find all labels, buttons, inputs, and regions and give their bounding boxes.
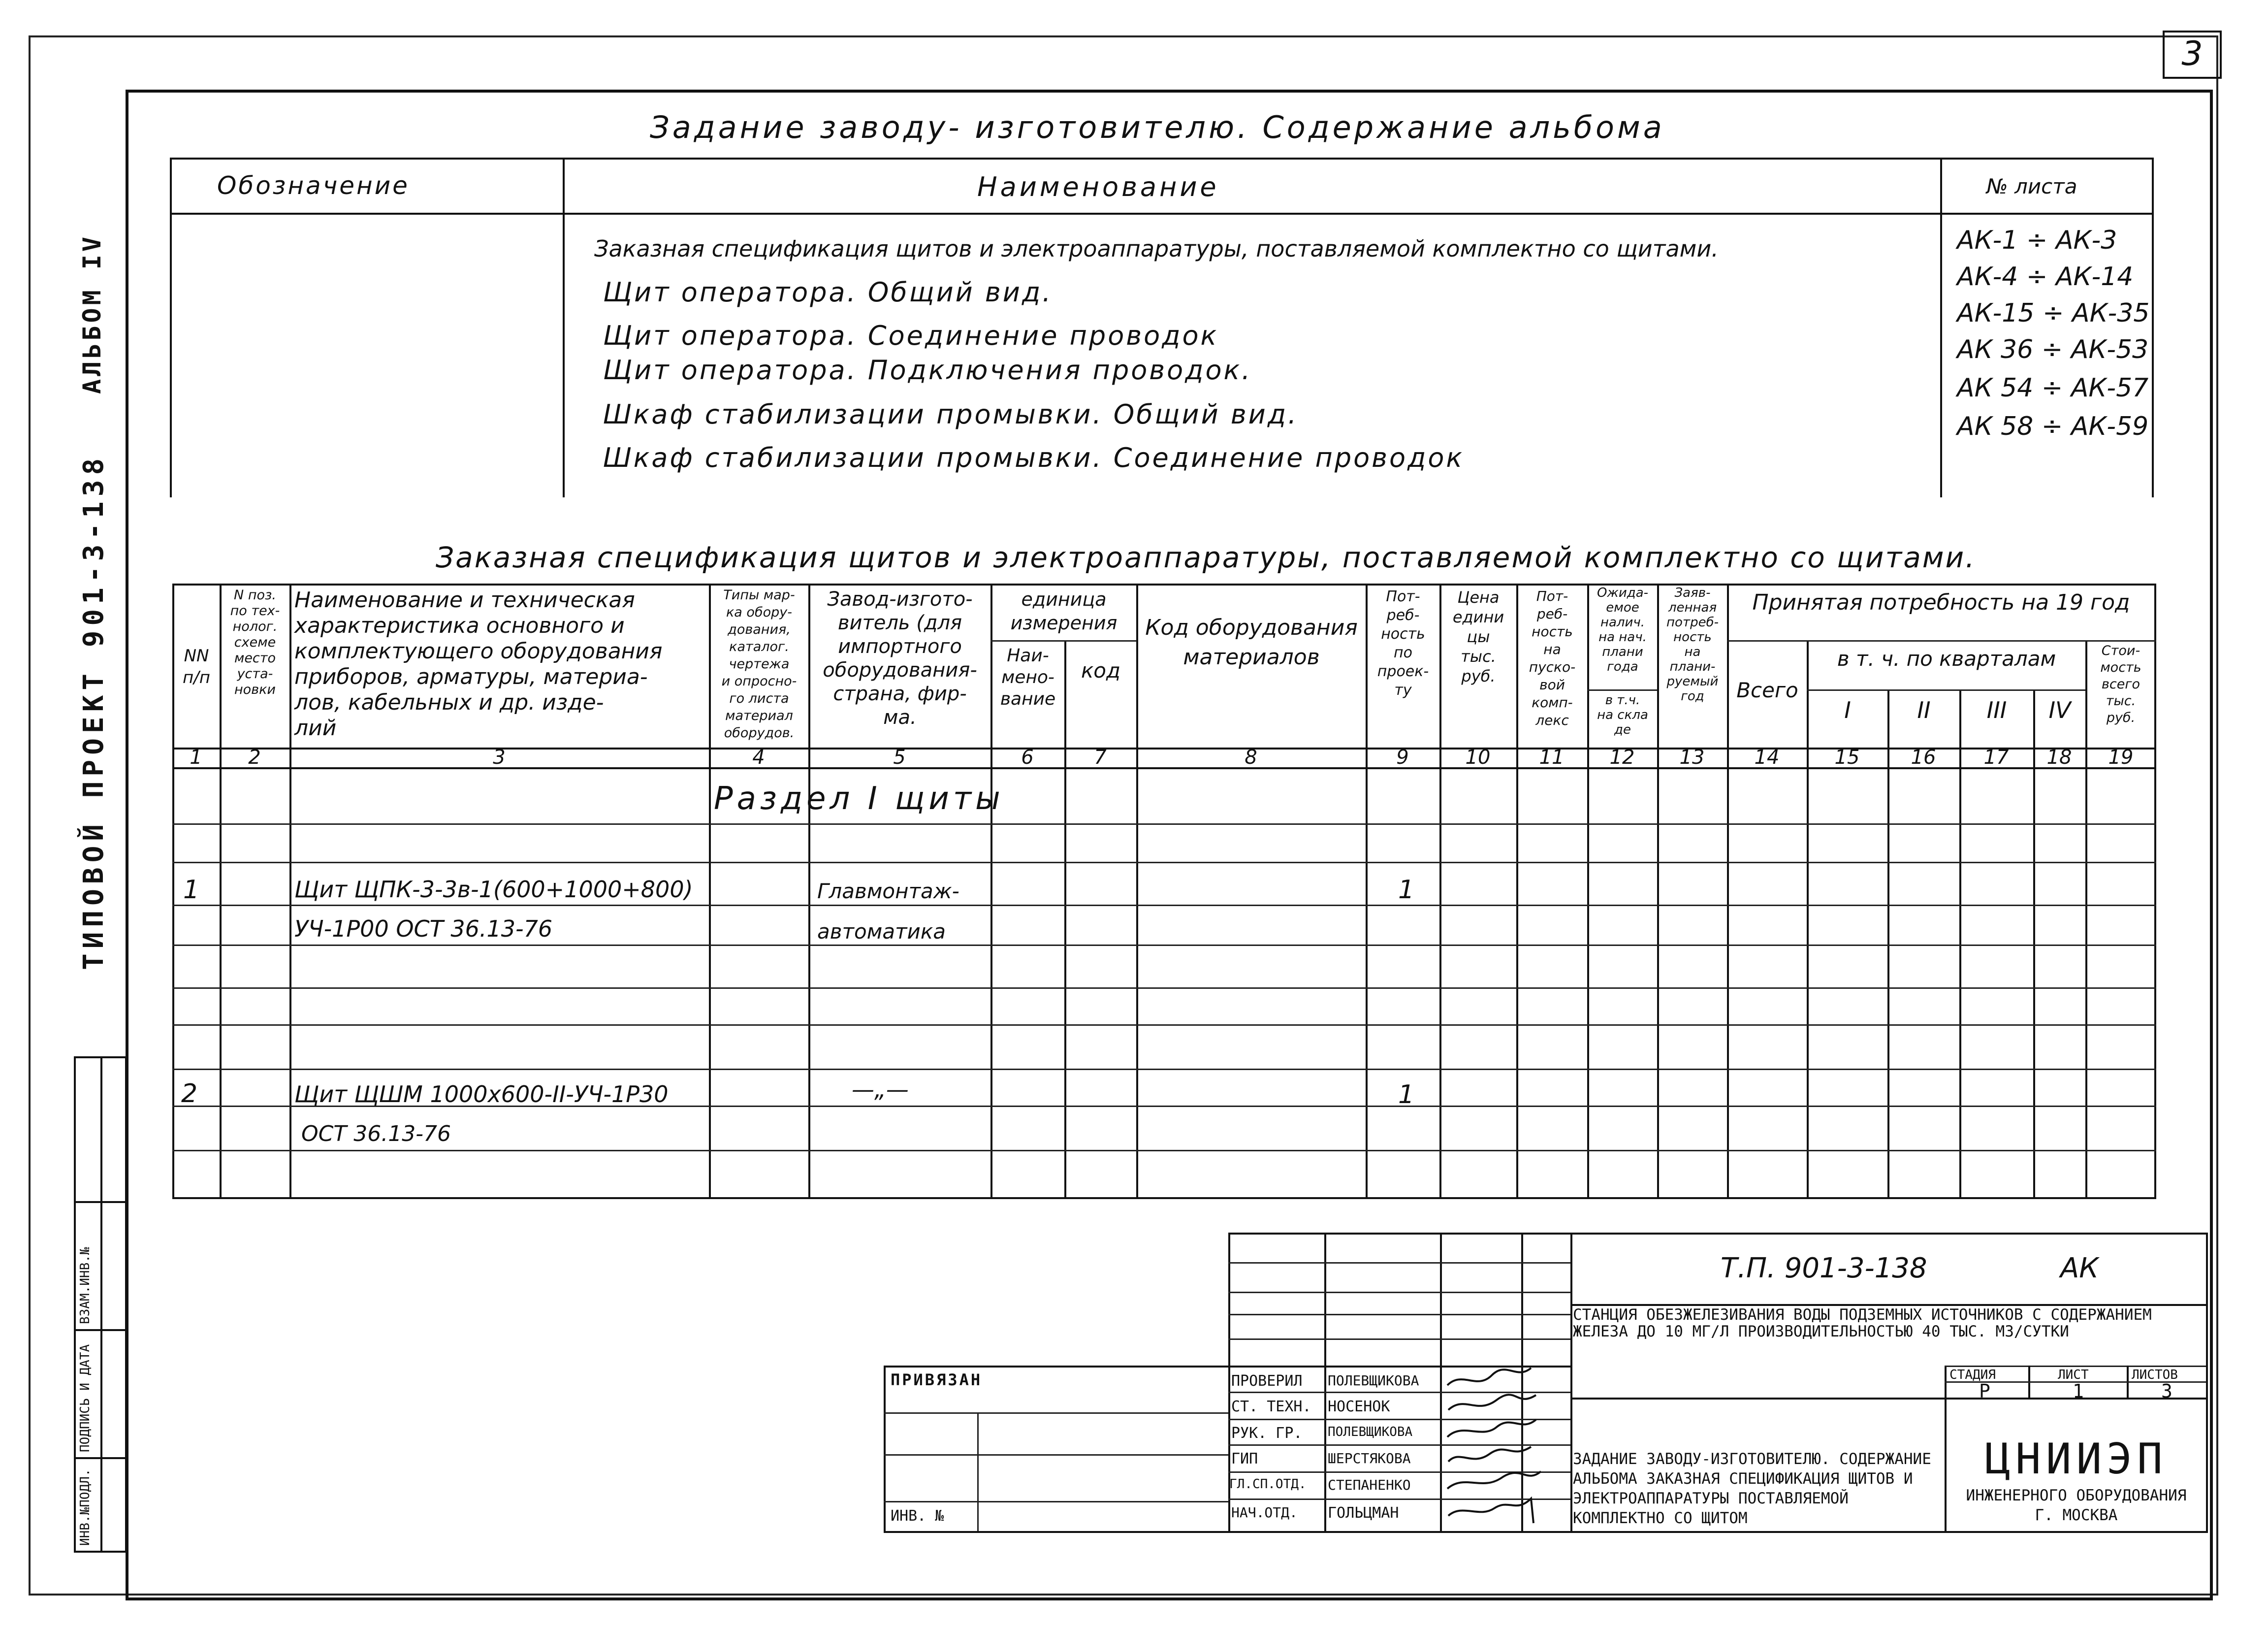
col-number: 10	[1465, 746, 1491, 769]
row-quantity: 1	[1398, 1080, 1415, 1109]
contents-header-designation: Обозначение	[217, 171, 410, 200]
spec-header-unit-code: код	[1081, 658, 1121, 683]
spec-header-maker: Завод-изгото- витель (для импортного оборудования- страна, фир- ма.	[823, 588, 977, 729]
col-number: 4	[752, 746, 765, 769]
spec-header-unit-name: Наи- мено- вание	[1000, 646, 1056, 709]
drawing-mark: АК	[2060, 1252, 2099, 1284]
col-number: 6	[1021, 746, 1034, 769]
contents-item-name: Щит оператора. Соединение проводок	[603, 320, 1219, 351]
contents-item-sheets: АК-15 ÷ АК-35	[1957, 298, 2150, 328]
side-col-replace: ВЗАМ.ИНВ.№	[78, 1247, 93, 1324]
contents-item-sheets: АК 36 ÷ АК-53	[1957, 335, 2149, 364]
contents-item-name: Щит оператора. Подключения проводок.	[603, 355, 1252, 386]
contents-item-sheets: АК-1 ÷ АК-3	[1957, 226, 2117, 255]
row-maker: Главмонтаж-	[817, 879, 959, 903]
album-stamp: АЛЬБОМ IV	[78, 234, 106, 394]
col-number: 13	[1679, 746, 1705, 769]
contents-title: Задание заводу- изготовителю. Содержание альбома	[650, 109, 1665, 145]
spec-title: Заказная спецификация щитов и электроаппаратуры, поставляемой комплектно со щитами.	[436, 541, 1976, 574]
organization-sub: ИНЖЕНЕРНОГО ОБОРУДОВАНИЯ	[1966, 1487, 2187, 1504]
sheet-value: 1	[2073, 1380, 2084, 1402]
spec-header-startup: Пот- реб- ность на пуско- вой комп- лекс	[1529, 588, 1576, 728]
sheet-number: 3	[2181, 34, 2203, 73]
col-number: 7	[1094, 746, 1107, 769]
side-strip	[74, 1056, 127, 1553]
spec-header-cost: Стои- мость всего тыс. руб.	[2100, 643, 2141, 725]
spec-table	[172, 584, 2156, 1199]
spec-header-type: Типы мар- ка обору- дования, каталог. чертежа и опросно- го листа материал оборудов.	[721, 587, 797, 741]
row-number: 2	[181, 1079, 198, 1108]
side-col-sign: ПОДПИСЬ И ДАТА	[78, 1344, 93, 1452]
col-number: 16	[1911, 746, 1936, 769]
role-label: ГЛ.СП.ОТД.	[1229, 1477, 1307, 1492]
organization-name: ЦНИИЭП	[1985, 1434, 2168, 1484]
inv-number-label: ИНВ. №	[891, 1507, 944, 1525]
col-number: 12	[1609, 746, 1635, 769]
title-block	[884, 1233, 2208, 1533]
row-number: 1	[183, 875, 200, 905]
person-name: ШЕРСТЯКОВА	[1328, 1450, 1411, 1466]
spec-header-claimed: Заяв- ленная потреб- ность на плани- руемый год	[1666, 586, 1719, 704]
spec-header-position: N поз. по тех- нолог. схеме место уста- новки	[230, 587, 280, 697]
row-description: ОСТ 36.13-76	[301, 1121, 451, 1146]
row-maker: —„—	[852, 1076, 909, 1103]
contents-table	[170, 158, 2154, 496]
contents-item-sheets: АК-4 ÷ АК-14	[1957, 262, 2134, 292]
spec-header-num: NN п/п	[183, 646, 210, 687]
contents-item-sheets: АК 54 ÷ АК-57	[1957, 373, 2149, 403]
spec-header-description: Наименование и техническая характеристика основного и комплектующего оборудования приборов, арматуры, материа- лов, кабельных и др. изде- лий	[294, 587, 663, 741]
spec-header-q3: III	[1986, 697, 2007, 723]
person-name: ПОЛЕВЩИКОВА	[1328, 1425, 1413, 1439]
col-number: 5	[893, 746, 906, 769]
organization-city: Г. МОСКВА	[2035, 1506, 2118, 1524]
spec-header-q2: II	[1917, 697, 1931, 723]
person-name: НОСЕНОК	[1328, 1398, 1390, 1415]
sheets-value: 3	[2161, 1380, 2172, 1402]
attached-label: ПРИВЯЗАН	[891, 1370, 983, 1389]
person-name: ГОЛЬЦМАН	[1328, 1504, 1399, 1522]
role-label: СТ. ТЕХН.	[1231, 1398, 1311, 1415]
person-name: ПОЛЕВЩИКОВА	[1328, 1372, 1419, 1389]
spec-header-price: Цена едини цы тыс. руб.	[1452, 588, 1504, 685]
sheet-label: ЛИСТ	[2058, 1368, 2089, 1382]
role-label: ПРОВЕРИЛ	[1231, 1372, 1303, 1390]
spec-header-need: Пот- реб- ность по проек- ту	[1377, 588, 1429, 699]
spec-header-material-code: Код оборудования материалов	[1145, 615, 1358, 670]
stage-label: СТАДИЯ	[1949, 1368, 1996, 1382]
contents-header-sheet: № листа	[1986, 174, 2077, 198]
role-label: НАЧ.ОТД.	[1231, 1504, 1298, 1521]
row-quantity: 1	[1398, 875, 1415, 905]
spec-header-expected: Ожида- емое налич. на нач. плани года	[1597, 586, 1649, 674]
contents-item-name: Щит оператора. Общий вид.	[603, 277, 1053, 308]
contents-item-name: Шкаф стабилизации промывки. Общий вид.	[603, 399, 1299, 430]
person-name: СТЕПАНЕНКО	[1328, 1477, 1411, 1493]
stage-value: Р	[1979, 1380, 1990, 1402]
row-maker: автоматика	[817, 919, 946, 944]
contents-header-name: Наименование	[977, 171, 1219, 202]
col-number: 15	[1834, 746, 1860, 769]
col-number: 3	[493, 746, 506, 769]
sheet-number-box	[2163, 31, 2222, 79]
col-number: 2	[248, 746, 261, 769]
spec-header-quarters: в т. ч. по кварталам	[1837, 647, 2056, 671]
spec-header-q4: IV	[2048, 697, 2071, 723]
project-stamp: ТИПОВОЙ ПРОЕКТ 901-3-138	[78, 453, 110, 970]
col-number: 8	[1245, 746, 1257, 769]
spec-header-stock: в т.ч. на скла де	[1597, 693, 1648, 737]
sheet-title: ЗАДАНИЕ ЗАВОДУ-ИЗГОТОВИТЕЛЮ. СОДЕРЖАНИЕ АЛЬБОМА ЗАКАЗНАЯ СПЕЦИФИКАЦИЯ ЩИТОВ И ЭЛЕКТРОАППАРАТУРЫ ПОСТАВЛЯЕМОЙ КОМПЛЕКТНО СО ЩИТОМ	[1573, 1450, 1931, 1527]
contents-item-name: Шкаф стабилизации промывки. Соединение проводок	[603, 442, 1464, 473]
col-number: 17	[1983, 746, 2009, 769]
contents-item-sheets: АК 58 ÷ АК-59	[1957, 412, 2149, 441]
drawing-code: Т.П. 901-3-138	[1721, 1252, 1927, 1284]
col-number: 1	[190, 746, 202, 769]
row-description: УЧ-1Р00 ОСТ 36.13-76	[294, 915, 553, 942]
spec-header-accepted: Принятая потребность на 19 год	[1752, 590, 2130, 615]
col-number: 14	[1754, 746, 1780, 769]
spec-header-total: Всего	[1736, 678, 1798, 702]
signatures	[1442, 1366, 1561, 1528]
spec-header-q1: I	[1844, 697, 1851, 723]
spec-header-unit: единица измерения	[1010, 588, 1118, 634]
role-label: РУК. ГР.	[1231, 1425, 1303, 1442]
row-description: Щит ЩПК-3-3в-1(600+1000+800)	[294, 876, 693, 903]
col-number: 19	[2108, 746, 2134, 769]
side-col-inv: ИНВ.№ПОДЛ.	[78, 1468, 93, 1546]
contents-item-name: Заказная спецификация щитов и электроаппаратуры, поставляемой комплектно со щитами.	[594, 235, 1719, 262]
col-number: 9	[1396, 746, 1409, 769]
sheets-label: ЛИСТОВ	[2132, 1368, 2178, 1382]
role-label: ГИП	[1231, 1450, 1258, 1467]
section-heading: Раздел I щиты	[714, 781, 1004, 817]
col-number: 11	[1539, 746, 1565, 769]
col-number: 18	[2046, 746, 2072, 769]
row-description: Щит ЩШМ 1000х600-II-УЧ-1Р30	[294, 1081, 669, 1108]
project-description: СТАНЦИЯ ОБЕЗЖЕЛЕЗИВАНИЯ ВОДЫ ПОДЗЕМНЫХ ИСТОЧНИКОВ С СОДЕРЖАНИЕМ ЖЕЛЕЗА ДО 10 МГ/Л ПРОИЗВОДИТЕЛЬНОСТЬЮ 40 ТЫС. М3/СУТКИ	[1573, 1306, 2152, 1340]
